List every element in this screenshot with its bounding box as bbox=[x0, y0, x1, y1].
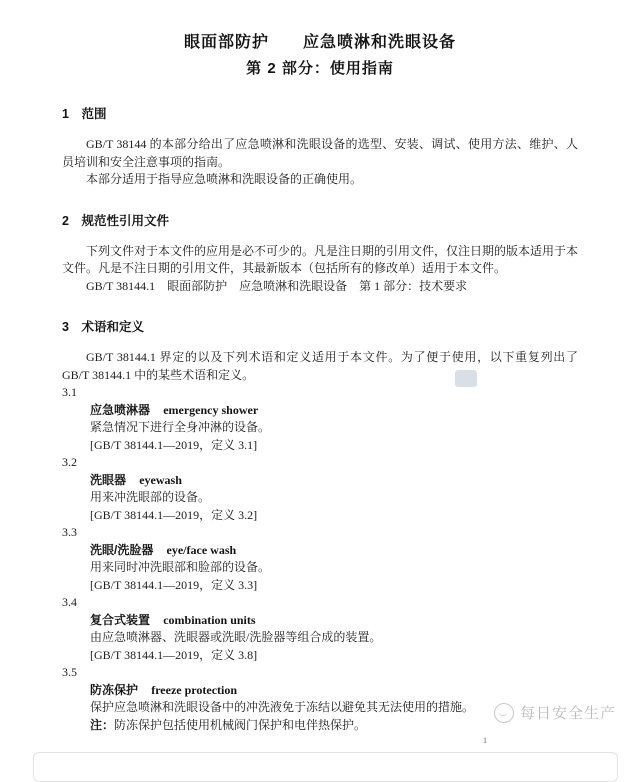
page-number: 1 bbox=[483, 736, 487, 745]
brand-watermark bbox=[494, 702, 616, 723]
term-definition: 紧急情况下进行全身冲淋的设备。 bbox=[90, 420, 271, 434]
section-2-paragraph-1: 下列文件对于本文件的应用是必不可少的。凡是注日期的引用文件，仅注日期的版本适用于本文件。凡是不注日期的引用文件，其最新版本（包括所有的修改单）适用于本文件。 bbox=[62, 243, 579, 275]
term-en: emergency shower bbox=[163, 402, 259, 417]
term-zh: 洗眼/洗脸器 bbox=[90, 542, 154, 557]
note-text: 防冻保护包括使用机械阀门保护和电伴热保护。 bbox=[114, 717, 367, 732]
term-definition: 用来冲洗眼部的设备。 bbox=[90, 490, 211, 504]
doc-subtitle: 第 2 部分：使用指南 bbox=[246, 60, 394, 77]
faint-square-watermark bbox=[455, 370, 477, 387]
term-zh: 洗眼器 bbox=[90, 472, 127, 487]
section-2-reference: GB/T 38144.1 眼面部防护 应急喷淋和洗眼设备 第 1 部分：技术要求 bbox=[86, 278, 468, 293]
term-en: freeze protection bbox=[151, 682, 238, 697]
term-source: [GB/T 38144.1—2019，定义 3.1] bbox=[90, 437, 258, 452]
term-number: 3.4 bbox=[62, 595, 77, 609]
note-label: 注： bbox=[90, 717, 115, 732]
term-en: eye/face wash bbox=[166, 542, 237, 557]
term-title bbox=[62, 612, 578, 630]
term-definition: 用来同时冲洗眼部和脸部的设备。 bbox=[90, 560, 271, 574]
term-source: [GB/T 38144.1—2019，定义 3.3] bbox=[90, 577, 258, 592]
term-3-2 bbox=[62, 454, 578, 524]
section-3-heading: 3 术语和定义 bbox=[62, 320, 144, 334]
term-zh: 复合式装置 bbox=[90, 612, 151, 627]
section-3-paragraph-1: GB/T 38144.1 界定的以及下列术语和定义适用于本文件。为了便于使用，以下重复列出了 GB/T 38144.1 中的某些术语和定义。 bbox=[62, 350, 578, 382]
brand-watermark-text: 每日安全生产 bbox=[519, 705, 616, 722]
term-title bbox=[62, 682, 578, 700]
doc-title: 眼面部防护 应急喷淋和洗眼设备 bbox=[183, 34, 456, 51]
term-title bbox=[62, 402, 578, 420]
term-en: eyewash bbox=[139, 472, 182, 487]
bottom-cropped-box bbox=[33, 752, 618, 782]
term-number: 3.5 bbox=[62, 665, 77, 679]
term-title bbox=[62, 542, 578, 560]
section-2-heading: 2 规范性引用文件 bbox=[62, 213, 169, 228]
section-1-paragraph-1: GB/T 38144 的本部分给出了应急喷淋和洗眼设备的选型、安装、调试、使用方法、维护、人员培训和安全注意事项的指南。 bbox=[62, 137, 578, 169]
term-number: 3.3 bbox=[62, 525, 77, 539]
section-1-paragraph-2: 本部分适用于指导应急喷淋和洗眼设备的正确使用。 bbox=[86, 172, 363, 186]
term-definition: 由应急喷淋器、洗眼器或洗眼/洗脸器等组合成的装置。 bbox=[90, 630, 382, 644]
term-3-1 bbox=[62, 384, 578, 454]
term-en: combination units bbox=[163, 612, 256, 627]
term-definition: 保护应急喷淋和洗眼设备中的冲洗液免于冻结以避免其无法使用的措施。 bbox=[90, 700, 475, 714]
term-number: 3.1 bbox=[62, 385, 77, 399]
term-3-3 bbox=[62, 524, 578, 594]
daily-safety-logo-icon bbox=[494, 703, 514, 723]
term-3-5 bbox=[62, 664, 578, 734]
term-source: [GB/T 38144.1—2019，定义 3.2] bbox=[90, 507, 258, 522]
term-3-4 bbox=[62, 594, 578, 664]
term-zh: 防冻保护 bbox=[90, 682, 139, 697]
term-title bbox=[62, 472, 578, 490]
term-zh: 应急喷淋器 bbox=[90, 402, 151, 417]
term-number: 3.2 bbox=[62, 455, 77, 469]
term-source: [GB/T 38144.1—2019，定义 3.8] bbox=[90, 647, 258, 662]
section-1-heading: 1 范围 bbox=[62, 107, 107, 121]
